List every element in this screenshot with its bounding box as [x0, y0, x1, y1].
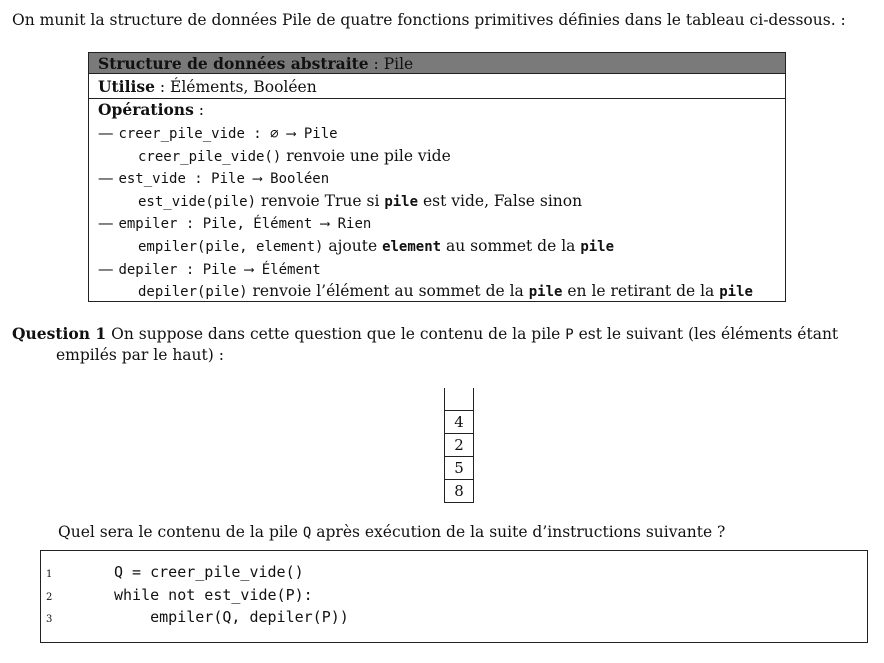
- op-signature: — est_vide : Pile ⟶ Booléen: [98, 169, 330, 187]
- op-description: creer_pile_vide() renvoie une pile vide: [138, 147, 451, 165]
- adt-header-name: : Pile: [368, 55, 414, 73]
- op-description: empiler(pile, element) ajoute element au sommet de la pile: [138, 237, 615, 255]
- op-signature: — creer_pile_vide : ∅ ⟶ Pile: [98, 124, 338, 142]
- op-description: est_vide(pile) renvoie True si pile est vide, False sinon: [138, 192, 583, 210]
- op-description: depiler(pile) renvoie l’élément au sommet de la pile en le retirant de la pile: [138, 282, 753, 300]
- adt-header-title: Structure de données abstraite: [98, 54, 369, 73]
- code-line: empiler(Q, depiler(P)): [114, 608, 349, 626]
- intro-text: On munit la structure de données Pile de quatre fonctions primitives définies dans le tableau ci-dessous. :: [12, 11, 846, 29]
- prompt-text: Quel sera le contenu de la pile Q après exécution de la suite d’instructions suivante ?: [58, 523, 726, 541]
- line-number: 2: [46, 592, 53, 603]
- code-line: while not est_vide(P):: [114, 586, 313, 604]
- stack-cell: 8: [444, 479, 474, 503]
- ops-heading: Opérations :: [98, 100, 204, 119]
- stack-diagram: [444, 388, 474, 503]
- adt-uses-label: Utilise: [98, 77, 155, 96]
- line-number: 1: [46, 569, 53, 580]
- question-text: Question 1 On suppose dans cette question que le contenu de la pile P est le suivant (les éléments étant: [12, 324, 839, 343]
- adt-header: [89, 53, 785, 74]
- code-line: Q = creer_pile_vide(): [114, 563, 304, 581]
- stack-cell: 2: [444, 433, 474, 456]
- op-signature: — empiler : Pile, Élément ⟶ Rien: [98, 214, 372, 232]
- question-text-cont: empilés par le haut) :: [56, 346, 224, 364]
- line-number: 3: [46, 614, 53, 625]
- adt-uses-row: [89, 74, 785, 99]
- op-signature: — depiler : Pile ⟶ Élément: [98, 260, 321, 278]
- stack-cell: 4: [444, 410, 474, 433]
- adt-uses-value: : Éléments, Booléen: [154, 78, 317, 96]
- adt-table: [88, 52, 786, 302]
- stack-cell: 5: [444, 456, 474, 479]
- question-label: Question 1: [12, 324, 107, 343]
- code-listing: [40, 550, 868, 643]
